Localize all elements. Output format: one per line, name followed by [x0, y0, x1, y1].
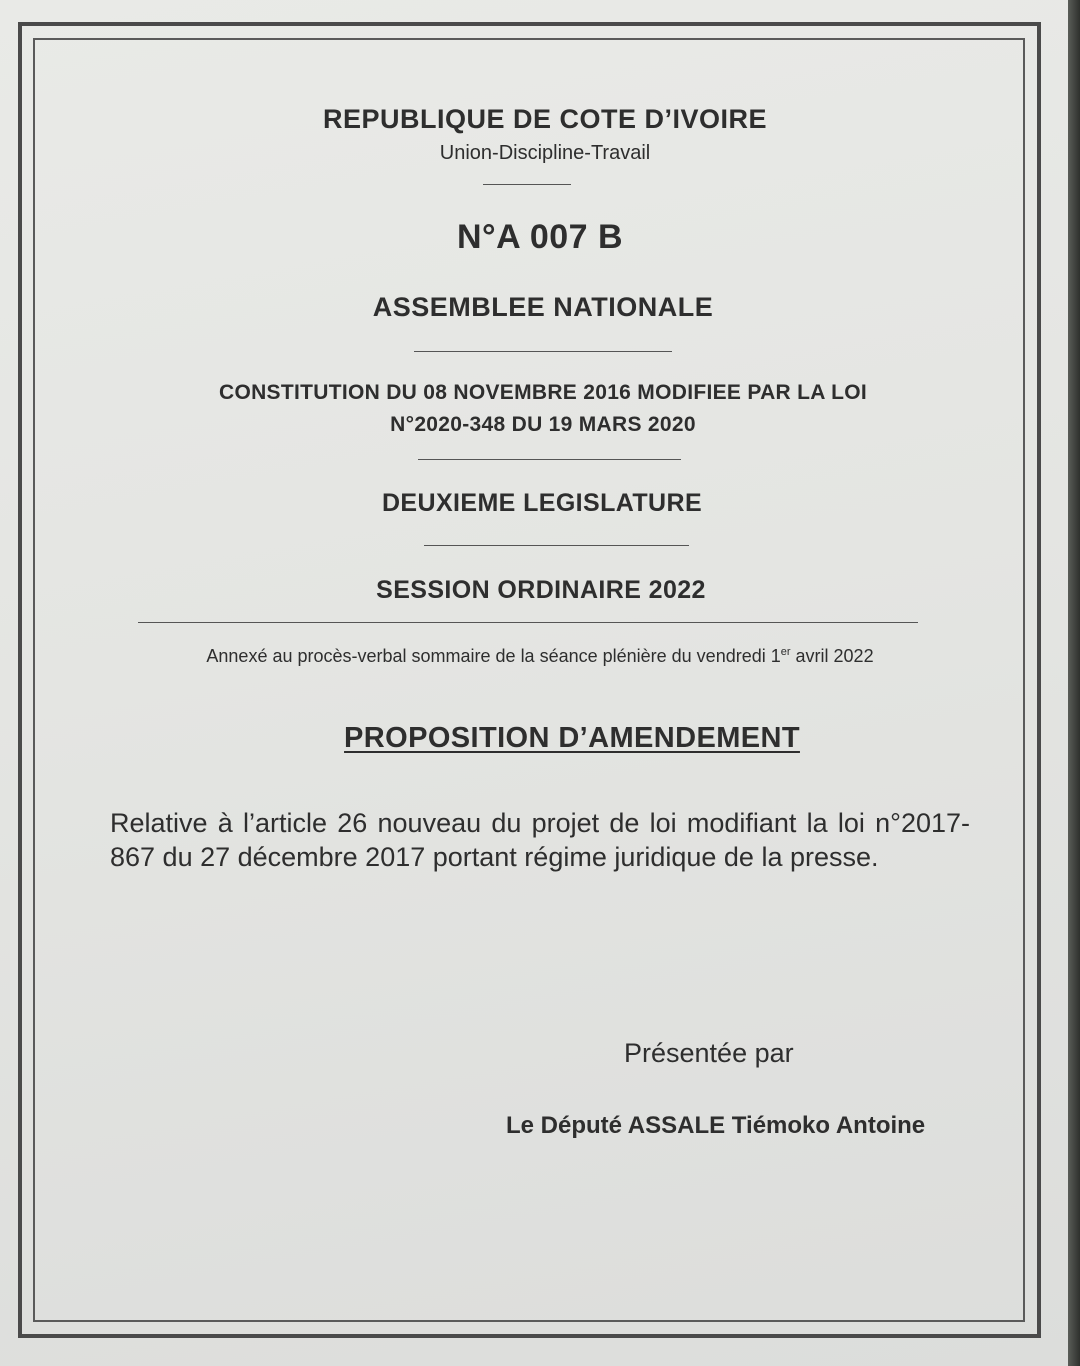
- signatory-name: Le Député ASSALE Tiémoko Antoine: [506, 1112, 926, 1139]
- constitution-line-1: CONSTITUTION DU 08 NOVEMBRE 2016 MODIFIEE PAR LA LOI: [218, 381, 867, 404]
- divider-2: [414, 351, 672, 352]
- constitution-line-2: N°2020-348 DU 19 MARS 2020: [390, 413, 696, 436]
- divider-3: [418, 459, 681, 460]
- document-number: N°A 007 B: [456, 218, 624, 256]
- legislature-heading: DEUXIEME LEGISLATURE: [381, 489, 703, 517]
- country-heading: REPUBLIQUE DE COTE D’IVOIRE: [322, 104, 768, 134]
- institution-heading: ASSEMBLEE NATIONALE: [372, 292, 714, 322]
- motto: Union-Discipline-Travail: [439, 142, 651, 164]
- background-edge: [1068, 0, 1080, 1366]
- divider-4: [424, 545, 689, 546]
- document-title: PROPOSITION D’AMENDEMENT: [344, 722, 800, 754]
- annex-text: Annexé au procès-verbal sommaire de la séance plénière du vendredi 1: [206, 646, 781, 666]
- annex-note: [90, 646, 990, 667]
- annex-superscript: er: [780, 646, 791, 658]
- divider-long: [138, 622, 918, 623]
- annex-date: avril 2022: [790, 646, 874, 666]
- body-paragraph: Relative à l’article 26 nouveau du projet de loi modifiant la loi n°2017-867 du 27 décembre 2017 portant régime juridique de la presse.: [110, 808, 970, 872]
- presented-by-label: Présentée par: [624, 1038, 794, 1068]
- session-heading: SESSION ORDINAIRE 2022: [376, 576, 706, 604]
- divider-1: [483, 184, 571, 185]
